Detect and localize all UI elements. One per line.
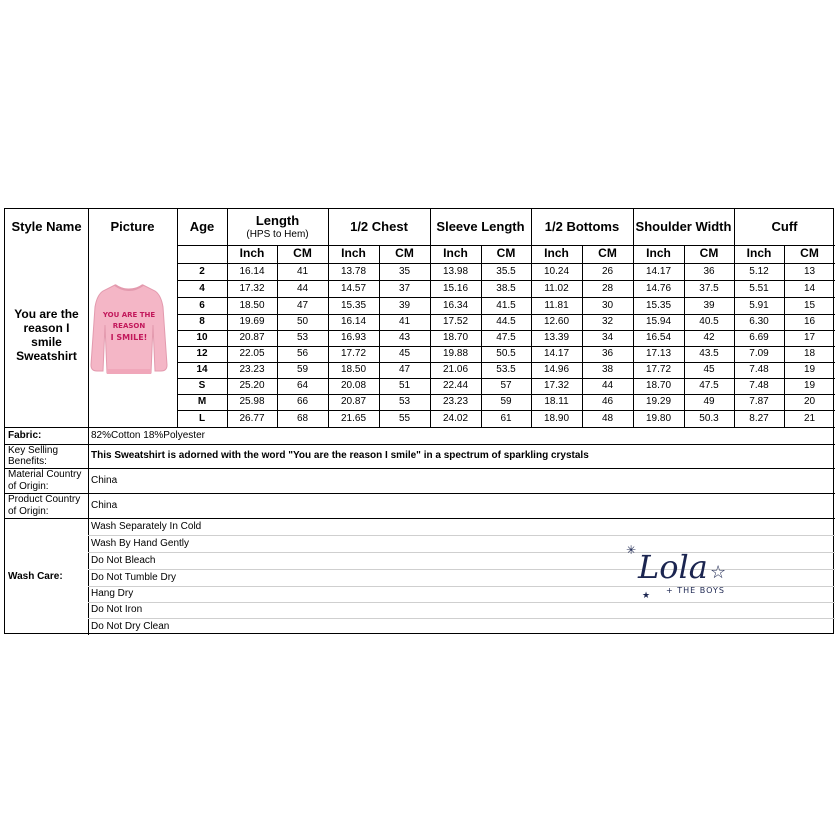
size-value-cell: 17.72 — [340, 348, 367, 360]
logo-star-icon: ☆ — [710, 562, 727, 582]
size-value-cell: 17 — [803, 332, 816, 344]
size-value-cell: 19.69 — [239, 316, 265, 328]
grid-line — [5, 427, 835, 428]
header-length-label: Length — [255, 212, 300, 228]
size-value-cell: 16.93 — [340, 332, 367, 344]
size-value-cell: 14.17 — [543, 348, 570, 360]
header-sleeve: Sleeve Length — [436, 218, 525, 234]
grid-line — [5, 468, 835, 469]
size-value-cell: 18.11 — [544, 396, 569, 408]
logo-tagline: + THE BOYS — [666, 586, 725, 595]
age-cell: 2 — [199, 265, 205, 277]
product-origin-label: Product Country of Origin: — [8, 494, 81, 517]
header-bottoms: 1/2 Bottoms — [544, 218, 620, 234]
print-line-2: REASON — [112, 322, 146, 330]
size-value-cell: 18.90 — [543, 412, 570, 424]
size-value-cell: 19 — [803, 380, 816, 392]
size-value-cell: 18.70 — [442, 332, 469, 344]
age-cell: 8 — [199, 316, 205, 328]
size-value-cell: 14.57 — [340, 282, 367, 294]
size-value-cell: 20.08 — [340, 380, 367, 392]
size-value-cell: 19.80 — [645, 412, 672, 424]
size-value-cell: 15.16 — [442, 282, 469, 294]
size-value-cell: 41 — [296, 265, 309, 277]
grid-line — [784, 245, 785, 427]
size-value-cell: 22.44 — [442, 380, 469, 392]
sweatshirt-picture — [89, 273, 169, 381]
header-shoulder: Shoulder Width — [635, 218, 732, 234]
grid-line — [177, 330, 835, 331]
size-value-cell: 16.14 — [340, 316, 367, 328]
grid-line — [177, 346, 835, 347]
logo-small-star-icon: ★ — [642, 590, 651, 600]
size-value-cell: 23.23 — [239, 364, 265, 376]
unit-inch: Inch — [746, 246, 772, 261]
size-value-cell: 47.5 — [496, 332, 516, 344]
size-value-cell: 8.27 — [749, 412, 769, 424]
size-value-cell: 18.50 — [239, 299, 265, 311]
grid-line — [5, 518, 835, 519]
grid-line — [177, 394, 835, 395]
grid-line — [177, 280, 835, 281]
size-value-cell: 16 — [803, 316, 816, 328]
grid-line — [177, 263, 835, 264]
size-value-cell: 55 — [398, 412, 411, 424]
size-value-cell: 24.02 — [442, 412, 469, 424]
header-style-name: Style Name — [11, 218, 82, 234]
header-chest: 1/2 Chest — [350, 218, 408, 234]
size-value-cell: 22.05 — [239, 348, 265, 360]
age-cell: S — [198, 380, 206, 392]
fabric-label: Fabric: — [8, 429, 42, 441]
size-value-cell: 19 — [803, 364, 816, 376]
size-value-cell: 47 — [398, 364, 411, 376]
size-value-cell: 41.5 — [496, 299, 516, 311]
size-value-cell: 38 — [601, 364, 614, 376]
size-value-cell: 15.94 — [645, 316, 672, 328]
size-value-cell: 59 — [500, 396, 512, 408]
size-value-cell: 10.24 — [543, 265, 570, 277]
size-value-cell: 40.5 — [699, 316, 719, 328]
size-value-cell: 5.91 — [749, 299, 769, 311]
size-value-cell: 15 — [803, 299, 816, 311]
size-value-cell: 59 — [296, 364, 309, 376]
grid-line — [177, 362, 835, 363]
size-value-cell: 16.34 — [442, 299, 469, 311]
unit-inch: Inch — [341, 246, 366, 261]
grid-line — [5, 444, 835, 445]
header-cuff: Cuff — [771, 218, 798, 234]
size-value-cell: 11.02 — [544, 282, 569, 294]
ksb-value: This Sweatshirt is adorned with the word "You are the reason I smile" in a spectrum of sparkling crystals — [91, 450, 589, 462]
size-value-cell: 21.65 — [340, 412, 367, 424]
size-value-cell: 41 — [398, 316, 411, 328]
size-value-cell: 64 — [296, 380, 309, 392]
size-value-cell: 32 — [601, 316, 614, 328]
unit-inch: Inch — [646, 246, 671, 261]
size-value-cell: 47.5 — [699, 380, 719, 392]
logo-brand: Lola — [638, 548, 708, 586]
size-value-cell: 5.51 — [749, 282, 769, 294]
size-value-cell: 35 — [398, 265, 411, 277]
size-value-cell: 66 — [296, 396, 309, 408]
header-age: Age — [189, 218, 215, 234]
size-value-cell: 36 — [601, 348, 614, 360]
grid-line — [177, 410, 835, 411]
size-value-cell: 17.32 — [543, 380, 570, 392]
sweatshirt-hem — [107, 369, 151, 374]
grid-line — [277, 245, 278, 427]
fabric-value: 82%Cotton 18%Polyester — [91, 429, 205, 441]
size-value-cell: 53 — [398, 396, 411, 408]
size-value-cell: 12.60 — [543, 316, 570, 328]
size-value-cell: 13.78 — [340, 265, 367, 277]
grid-line — [684, 245, 685, 427]
size-value-cell: 15.35 — [340, 299, 367, 311]
unit-cm: CM — [293, 246, 312, 261]
size-value-cell: 44 — [296, 282, 309, 294]
size-value-cell: 50.5 — [496, 348, 516, 360]
wash-care-item: Do Not Tumble Dry — [91, 571, 177, 583]
logo-sparkle-icon: ✳ — [626, 543, 637, 557]
size-value-cell: 23.23 — [442, 396, 469, 408]
age-cell: 12 — [196, 348, 208, 360]
material-origin-label: Material Country of Origin: — [8, 469, 82, 492]
unit-cm: CM — [598, 246, 617, 261]
size-value-cell: 14 — [803, 282, 816, 294]
size-value-cell: 19.29 — [645, 396, 672, 408]
unit-cm: CM — [496, 246, 516, 261]
size-value-cell: 14.96 — [543, 364, 570, 376]
size-value-cell: 13.39 — [543, 332, 570, 344]
size-value-cell: 7.09 — [749, 348, 769, 360]
size-value-cell: 44.5 — [496, 316, 516, 328]
size-value-cell: 17.32 — [239, 282, 265, 294]
age-cell: M — [197, 396, 207, 408]
size-value-cell: 50 — [296, 316, 309, 328]
header-length-sub: (HPS to Hem) — [246, 228, 309, 240]
size-value-cell: 56 — [296, 348, 309, 360]
size-value-cell: 45 — [703, 364, 715, 376]
size-value-cell: 14.17 — [645, 265, 672, 277]
size-value-cell: 38.5 — [496, 282, 516, 294]
size-value-cell: 14.76 — [645, 282, 672, 294]
unit-inch: Inch — [239, 246, 265, 261]
unit-cm: CM — [800, 246, 819, 261]
size-value-cell: 11.81 — [544, 299, 569, 311]
size-value-cell: 5.12 — [749, 265, 769, 277]
size-value-cell: 26 — [601, 265, 614, 277]
size-value-cell: 51 — [398, 380, 411, 392]
unit-inch: Inch — [544, 246, 569, 261]
size-value-cell: 16.14 — [239, 265, 265, 277]
product-origin-value: China — [91, 499, 118, 511]
size-value-cell: 17.13 — [645, 348, 672, 360]
size-value-cell: 17.52 — [442, 316, 469, 328]
size-value-cell: 36 — [703, 265, 715, 277]
size-value-cell: 16.54 — [645, 332, 672, 344]
grid-line — [481, 245, 482, 427]
wash-care-item: Hang Dry — [91, 588, 134, 600]
size-value-cell: 49 — [703, 396, 715, 408]
print-line-1: YOU ARE THE — [102, 311, 156, 319]
size-value-cell: 17.72 — [645, 364, 672, 376]
age-cell: 10 — [196, 332, 208, 344]
size-value-cell: 46 — [601, 396, 614, 408]
wash-care-item: Do Not Iron — [91, 604, 143, 616]
grid-line — [379, 245, 380, 427]
wash-care-label: Wash Care: — [8, 570, 63, 582]
size-value-cell: 13 — [803, 265, 816, 277]
size-value-cell: 61 — [500, 412, 512, 424]
size-value-cell: 57 — [500, 380, 512, 392]
header-picture: Picture — [110, 218, 155, 234]
size-value-cell: 20.87 — [340, 396, 367, 408]
size-value-cell: 21.06 — [442, 364, 469, 376]
wash-care-item: Wash By Hand Gently — [91, 537, 190, 549]
wash-care-item: Do Not Dry Clean — [91, 620, 170, 632]
size-value-cell: 18.70 — [645, 380, 672, 392]
size-value-cell: 19.88 — [442, 348, 469, 360]
size-value-cell: 43.5 — [699, 348, 719, 360]
unit-inch: Inch — [443, 246, 468, 261]
size-value-cell: 39 — [703, 299, 715, 311]
unit-cm: CM — [699, 246, 719, 261]
size-value-cell: 53 — [296, 332, 309, 344]
size-value-cell: 43 — [398, 332, 411, 344]
wash-care-item: Do Not Bleach — [91, 554, 156, 566]
print-line-3: I SMILE! — [110, 333, 148, 342]
size-value-cell: 18 — [803, 348, 816, 360]
size-value-cell: 7.48 — [749, 380, 769, 392]
size-value-cell: 25.98 — [239, 396, 265, 408]
size-value-cell: 25.20 — [239, 380, 265, 392]
header-length — [227, 209, 328, 245]
size-value-cell: 26.77 — [239, 412, 265, 424]
age-cell: 14 — [196, 364, 208, 376]
size-value-cell: 6.69 — [749, 332, 769, 344]
material-origin-value: China — [91, 474, 118, 486]
size-value-cell: 7.87 — [749, 396, 769, 408]
wash-care-item: Wash Separately In Cold — [91, 520, 202, 532]
grid-line — [582, 245, 583, 427]
size-value-cell: 6.30 — [749, 316, 769, 328]
size-value-cell: 28 — [601, 282, 614, 294]
size-value-cell: 20.87 — [239, 332, 265, 344]
size-value-cell: 48 — [601, 412, 614, 424]
size-value-cell: 44 — [601, 380, 614, 392]
grid-line — [88, 618, 835, 619]
age-cell: 4 — [199, 282, 205, 294]
size-value-cell: 45 — [398, 348, 411, 360]
grid-line — [5, 493, 835, 494]
size-value-cell: 42 — [703, 332, 715, 344]
age-cell: L — [198, 412, 206, 424]
size-value-cell: 47 — [296, 299, 309, 311]
size-value-cell: 21 — [803, 412, 816, 424]
size-value-cell: 37.5 — [699, 282, 719, 294]
product-style-name: You are the reason I smile Sweatshirt — [14, 307, 79, 363]
unit-cm: CM — [395, 246, 414, 261]
grid-line — [177, 245, 835, 246]
size-value-cell: 30 — [601, 299, 614, 311]
size-value-cell: 20 — [803, 396, 816, 408]
size-value-cell: 15.35 — [645, 299, 672, 311]
grid-line — [177, 297, 835, 298]
ksb-label: Key Selling Benefits: — [8, 444, 59, 467]
size-value-cell: 13.98 — [442, 265, 469, 277]
grid-line — [177, 314, 835, 315]
size-value-cell: 50.3 — [699, 412, 719, 424]
size-value-cell: 35.5 — [496, 265, 516, 277]
size-value-cell: 37 — [398, 282, 411, 294]
size-value-cell: 53.5 — [496, 364, 516, 376]
size-value-cell: 68 — [296, 412, 309, 424]
age-cell: 6 — [199, 299, 205, 311]
size-value-cell: 18.50 — [340, 364, 367, 376]
size-value-cell: 34 — [601, 332, 614, 344]
size-value-cell: 39 — [398, 299, 411, 311]
lola-logo — [620, 536, 740, 606]
size-value-cell: 7.48 — [749, 364, 769, 376]
grid-line — [177, 378, 835, 379]
